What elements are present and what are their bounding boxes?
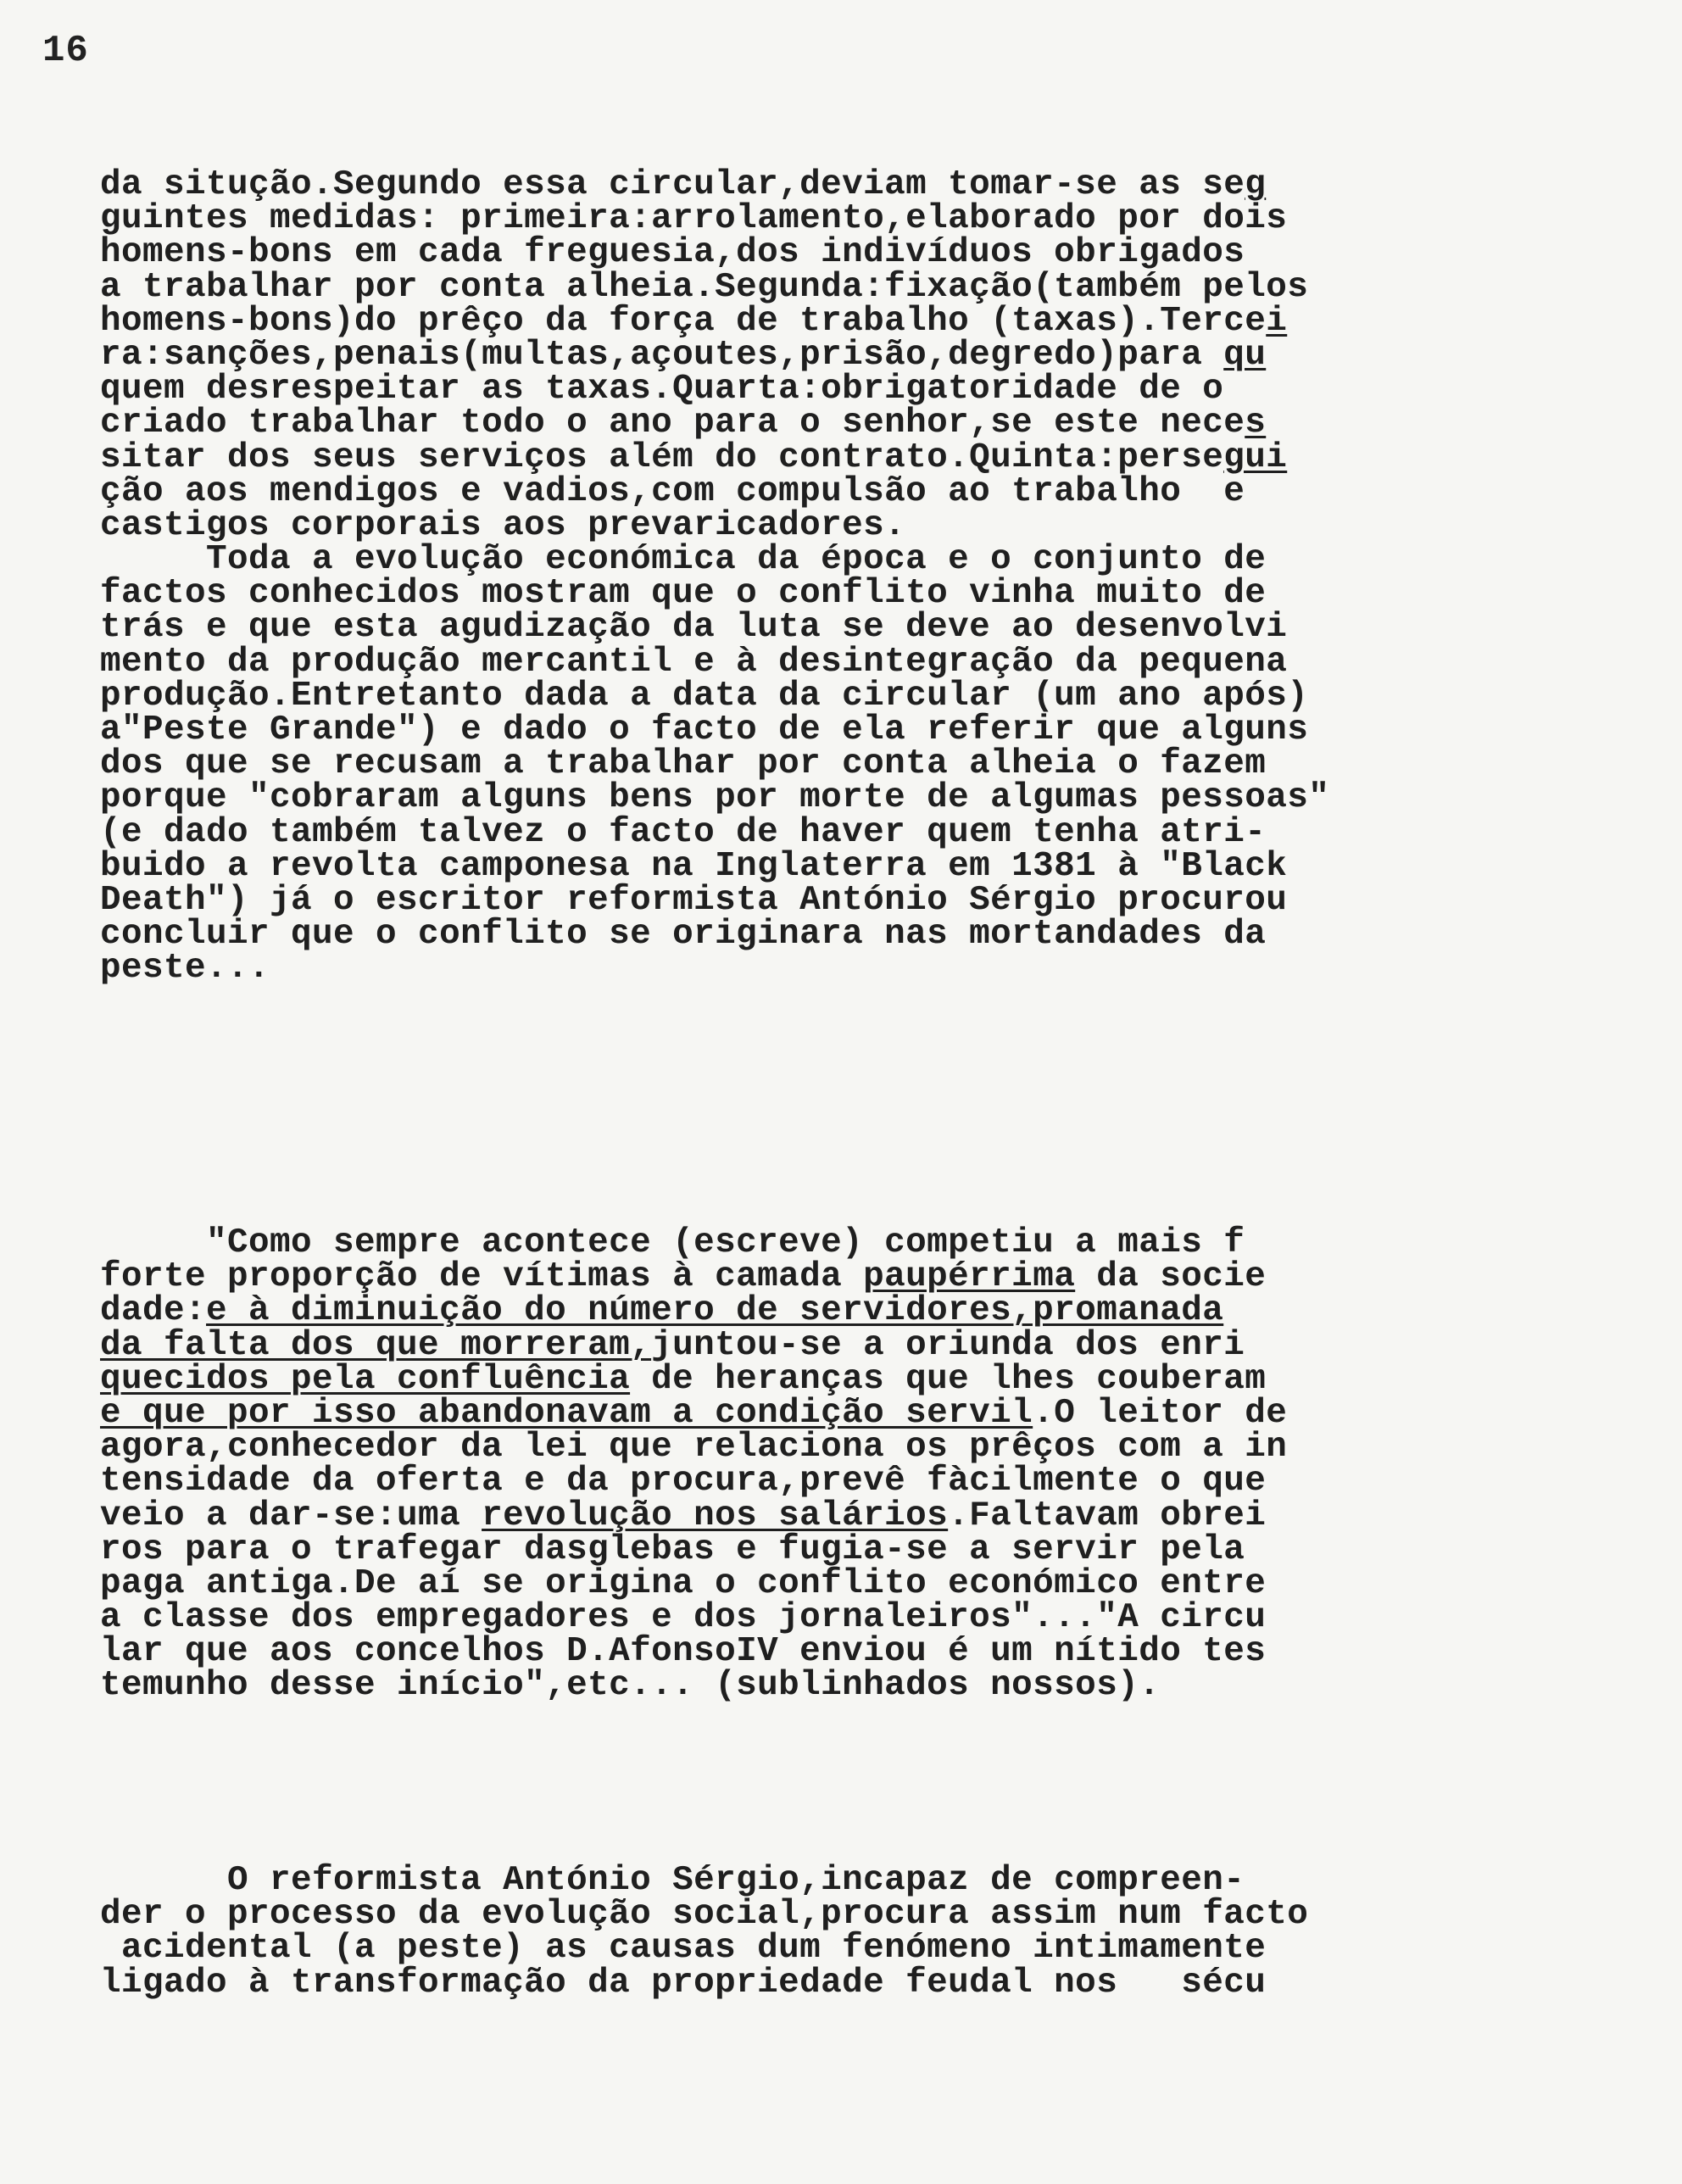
- text-line: [100, 1666, 1524, 1706]
- text-line: [100, 1632, 1524, 1672]
- text-line: [100, 915, 1524, 955]
- text-line: [100, 1462, 1524, 1502]
- text-segment: buido a revolta camponesa na Inglaterra em 1381 à "Black: [100, 846, 1288, 886]
- underlined-text: qu: [1223, 335, 1267, 375]
- text-segment: trás e que esta agudização da luta se deve ao desenvolvi: [100, 608, 1288, 648]
- text-line: [100, 812, 1524, 852]
- text-line: [100, 1963, 1524, 2003]
- text-line: [100, 1496, 1524, 1535]
- text-segment: guintes medidas: primeira:arrolamento,elaborado por dois: [100, 199, 1288, 239]
- paragraph-3: [100, 1861, 1524, 2003]
- text-segment: ção aos mendigos e vadios,com compulsão ao trabalho e: [100, 471, 1245, 511]
- text-segment: ros para o trafegar dasglebas e fugia-se a servir pela: [100, 1529, 1245, 1569]
- text-line: [100, 846, 1524, 886]
- text-line: [100, 1325, 1524, 1365]
- text-segment: ra:sanções,penais(multas,açoutes,prisão,degredo)para: [100, 335, 1224, 375]
- text-segment: homens-bons)do prêço da força de trabalho (taxas).Terce: [100, 301, 1267, 341]
- text-line: [100, 335, 1524, 375]
- text-line: [100, 199, 1524, 239]
- text-segment: castigos corporais aos prevaricadores.: [100, 505, 906, 545]
- text-line: [100, 1428, 1524, 1468]
- text-line: [100, 574, 1524, 614]
- text-line: [100, 370, 1524, 410]
- text-line: [100, 949, 1524, 989]
- text-segment: factos conhecidos mostram que o conflito vinha muito de: [100, 574, 1267, 614]
- text-line: [100, 880, 1524, 920]
- text-line: [100, 540, 1524, 580]
- text-segment: porque "cobraram alguns bens por morte de algumas pessoas": [100, 778, 1330, 818]
- text-segment: acidental (a peste) as causas dum fenómeno intimamente: [100, 1929, 1267, 1969]
- text-segment: O reformista António Sérgio,incapaz de compreen-: [100, 1861, 1245, 1900]
- text-line: [100, 1529, 1524, 1569]
- text-segment: de heranças que lhes couberam: [630, 1359, 1267, 1399]
- text-segment: .Faltavam obrei: [948, 1496, 1267, 1535]
- text-line: [100, 1359, 1524, 1399]
- text-segment: tensidade da oferta e da procura,prevê fàcilmente o que: [100, 1462, 1267, 1502]
- underlined-text: gui: [1223, 437, 1288, 477]
- text-line: [100, 505, 1524, 545]
- text-line: [100, 471, 1524, 511]
- text-line: [100, 1895, 1524, 1935]
- text-segment: paga antiga.De aí se origina o conflito económico entre: [100, 1563, 1267, 1603]
- text-segment: da situção.Segundo essa circular,deviam tomar-se as se: [100, 165, 1245, 204]
- underlined-text: s: [1245, 404, 1267, 443]
- underlined-text: paupérrima: [863, 1257, 1076, 1297]
- text-segment: der o processo da evolução social,procura assim num facto: [100, 1895, 1309, 1935]
- text-segment: lar que aos concelhos D.AfonsoIV enviou é um nítido tes: [100, 1632, 1267, 1672]
- underlined-text: revolução nos salários: [482, 1496, 949, 1535]
- text-line: [100, 1393, 1524, 1433]
- text-line: [100, 1291, 1524, 1331]
- text-line: [100, 404, 1524, 443]
- text-segment: da socie: [1075, 1257, 1267, 1297]
- text-line: [100, 1929, 1524, 1969]
- text-segment: .O leitor de: [1033, 1393, 1288, 1433]
- underlined-text: g: [1245, 165, 1267, 204]
- text-segment: (e dado também talvez o facto de haver quem tenha atri-: [100, 812, 1267, 852]
- text-line: [100, 676, 1524, 716]
- text-line: [100, 710, 1524, 749]
- underlined-text: i: [1266, 301, 1288, 341]
- paragraph-1: [100, 165, 1524, 989]
- underlined-text: e à diminuição do número de servidores,promanada: [206, 1291, 1224, 1331]
- underlined-text: e que por isso abandonavam a condição servil: [100, 1393, 1033, 1433]
- text-segment: criado trabalhar todo o ano para o senhor,se este nece: [100, 404, 1245, 443]
- text-segment: ligado à transformação da propriedade feudal nos sécu: [100, 1963, 1267, 2003]
- text-segment: mento da produção mercantil e à desintegração da pequena: [100, 642, 1288, 682]
- text-segment: forte proporção de vítimas à camada: [100, 1257, 864, 1297]
- text-line: [100, 1598, 1524, 1638]
- text-segment: a"Peste Grande") e dado o facto de ela referir que alguns: [100, 710, 1309, 749]
- text-segment: Toda a evolução económica da época e o conjunto de: [100, 540, 1267, 580]
- text-segment: sitar dos seus serviços além do contrato.Quinta:perse: [100, 437, 1224, 477]
- text-segment: concluir que o conflito se originara nas mortandades da: [100, 915, 1267, 955]
- text-line: [100, 778, 1524, 818]
- text-segment: Death") já o escritor reformista António Sérgio procurou: [100, 880, 1288, 920]
- text-line: [100, 267, 1524, 307]
- text-segment: juntou-se a oriunda dos enri: [651, 1325, 1245, 1365]
- text-line: [100, 1223, 1524, 1262]
- text-segment: a trabalhar por conta alheia.Segunda:fixação(também pelos: [100, 267, 1309, 307]
- page-number: 16: [42, 30, 89, 72]
- text-segment: agora,conhecedor da lei que relaciona os prêços com a in: [100, 1428, 1288, 1468]
- text-line: [100, 233, 1524, 273]
- text-line: [100, 437, 1524, 477]
- paragraph-2: [100, 1223, 1524, 1706]
- text-segment: "Como sempre acontece (escreve) competiu a mais f: [100, 1223, 1245, 1262]
- text-line: [100, 1563, 1524, 1603]
- text-line: [100, 165, 1524, 204]
- text-segment: a classe dos empregadores e dos jornaleiros"..."A circu: [100, 1598, 1267, 1638]
- text-segment: dos que se recusam a trabalhar por conta alheia o fazem: [100, 744, 1267, 784]
- text-line: [100, 1257, 1524, 1297]
- text-segment: homens-bons em cada freguesia,dos indivíduos obrigados: [100, 233, 1245, 273]
- underlined-text: da falta dos que morreram,: [100, 1325, 652, 1365]
- text-line: [100, 744, 1524, 784]
- text-segment: quem desrespeitar as taxas.Quarta:obrigatoridade de o: [100, 370, 1224, 410]
- underlined-text: quecidos pela confluência: [100, 1359, 631, 1399]
- text-segment: dade:: [100, 1291, 207, 1331]
- text-segment: produção.Entretanto dada a data da circular (um ano após): [100, 676, 1309, 716]
- text-line: [100, 642, 1524, 682]
- text-segment: peste...: [100, 949, 270, 989]
- text-line: [100, 301, 1524, 341]
- text-line: [100, 608, 1524, 648]
- text-segment: temunho desse início",etc... (sublinhados nossos).: [100, 1666, 1161, 1706]
- text-line: [100, 1861, 1524, 1900]
- text-segment: veio a dar-se:uma: [100, 1496, 482, 1535]
